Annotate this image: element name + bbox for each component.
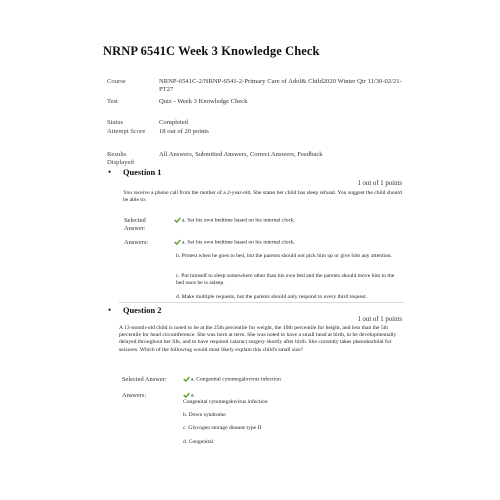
results-displayed-value: All Answers, Submitted Answers, Correct Answers, Feedback bbox=[159, 151, 323, 158]
course-label: Course bbox=[107, 78, 126, 85]
question-2-answer-c: c. Glycogen storage disease type II bbox=[183, 425, 262, 431]
question-1-selected-label: Selected Answer: bbox=[124, 217, 146, 232]
question-1-points: 1 out of 1 points bbox=[357, 180, 402, 187]
question-1-selected-answer: a. Set his own bedtime based on his internal clock. bbox=[174, 217, 404, 224]
divider bbox=[119, 302, 404, 303]
correct-check-icon bbox=[183, 392, 190, 398]
question-2-text: A 13-month-old child is noted to be at the 25th percentile for weight, the 10th percentile for height, and less than the 5th percentile for head circumference. She was born at term. She was noted to have a small head at birth, to be developmentally delayed throughout her life, and to have required cataract surgery shortly after birth. She currently takes phenobarbital for seizures. Which of the following would most likely explain this child's small size? bbox=[119, 325, 397, 353]
question-2-points: 1 out of 1 points bbox=[357, 316, 402, 323]
question-1-answer-d: d. Make multiple requests, but the parents should only respond to every third request. bbox=[176, 294, 368, 300]
correct-check-icon bbox=[174, 217, 181, 223]
question-1-answer-b: b. Protest when he goes to bed, but the parents should not pick him up or give him any attention. bbox=[176, 253, 392, 259]
question-2-selected-answer: a. Congenital cytomegalovirus infection bbox=[183, 376, 403, 383]
test-label: Test bbox=[107, 98, 118, 105]
status-label: Status bbox=[107, 119, 124, 126]
results-displayed-label: Results Displayed bbox=[107, 151, 134, 166]
course-value: NRNP-6541C-2/NRNP-6541-2-Primary Care of Adol& Child2020 Winter Qtr 11/30-02/21-PT27 bbox=[159, 78, 402, 93]
question-1-answers-label: Answers: bbox=[124, 239, 149, 246]
question-2-answer-d: d. Congenital bbox=[183, 439, 214, 445]
question-2-bullet: • bbox=[108, 305, 112, 315]
correct-check-icon bbox=[183, 376, 190, 382]
question-1-text: You receive a phone call from the mother of a 2-year-old. She states her child has sleep refusal. You suggest the child should be able to: bbox=[123, 190, 402, 204]
status-value: Completed bbox=[159, 119, 188, 126]
question-2-answers-label: Answers: bbox=[122, 392, 147, 399]
question-1-answer-a: a. Set his own bedtime based on his internal clock. bbox=[174, 239, 404, 246]
correct-check-icon bbox=[174, 239, 181, 245]
attempt-score-value: 18 out of 20 points bbox=[159, 128, 209, 135]
question-2-answer-a: a. bbox=[183, 392, 403, 399]
question-2-answer-b: b. Down syndrome bbox=[183, 412, 226, 418]
page-title: NRNP 6541C Week 3 Knowledge Check bbox=[103, 44, 320, 58]
question-1-title: Question 1 bbox=[123, 168, 162, 177]
question-1-bullet: • bbox=[108, 167, 112, 177]
question-2-title: Question 2 bbox=[123, 306, 162, 315]
question-1-answer-c: c. Put himself to sleep somewhere other than his own bed and the parents should move him to the bed once he is asleep. bbox=[176, 273, 395, 287]
question-2-selected-label: Selected Answer: bbox=[122, 376, 167, 383]
attempt-score-label: Attempt Score bbox=[107, 128, 146, 135]
test-value: Quiz - Week 3 Knowledge Check bbox=[159, 98, 248, 105]
question-2-answer-a-text: Congenital cytomegalovirus infection bbox=[183, 399, 268, 405]
